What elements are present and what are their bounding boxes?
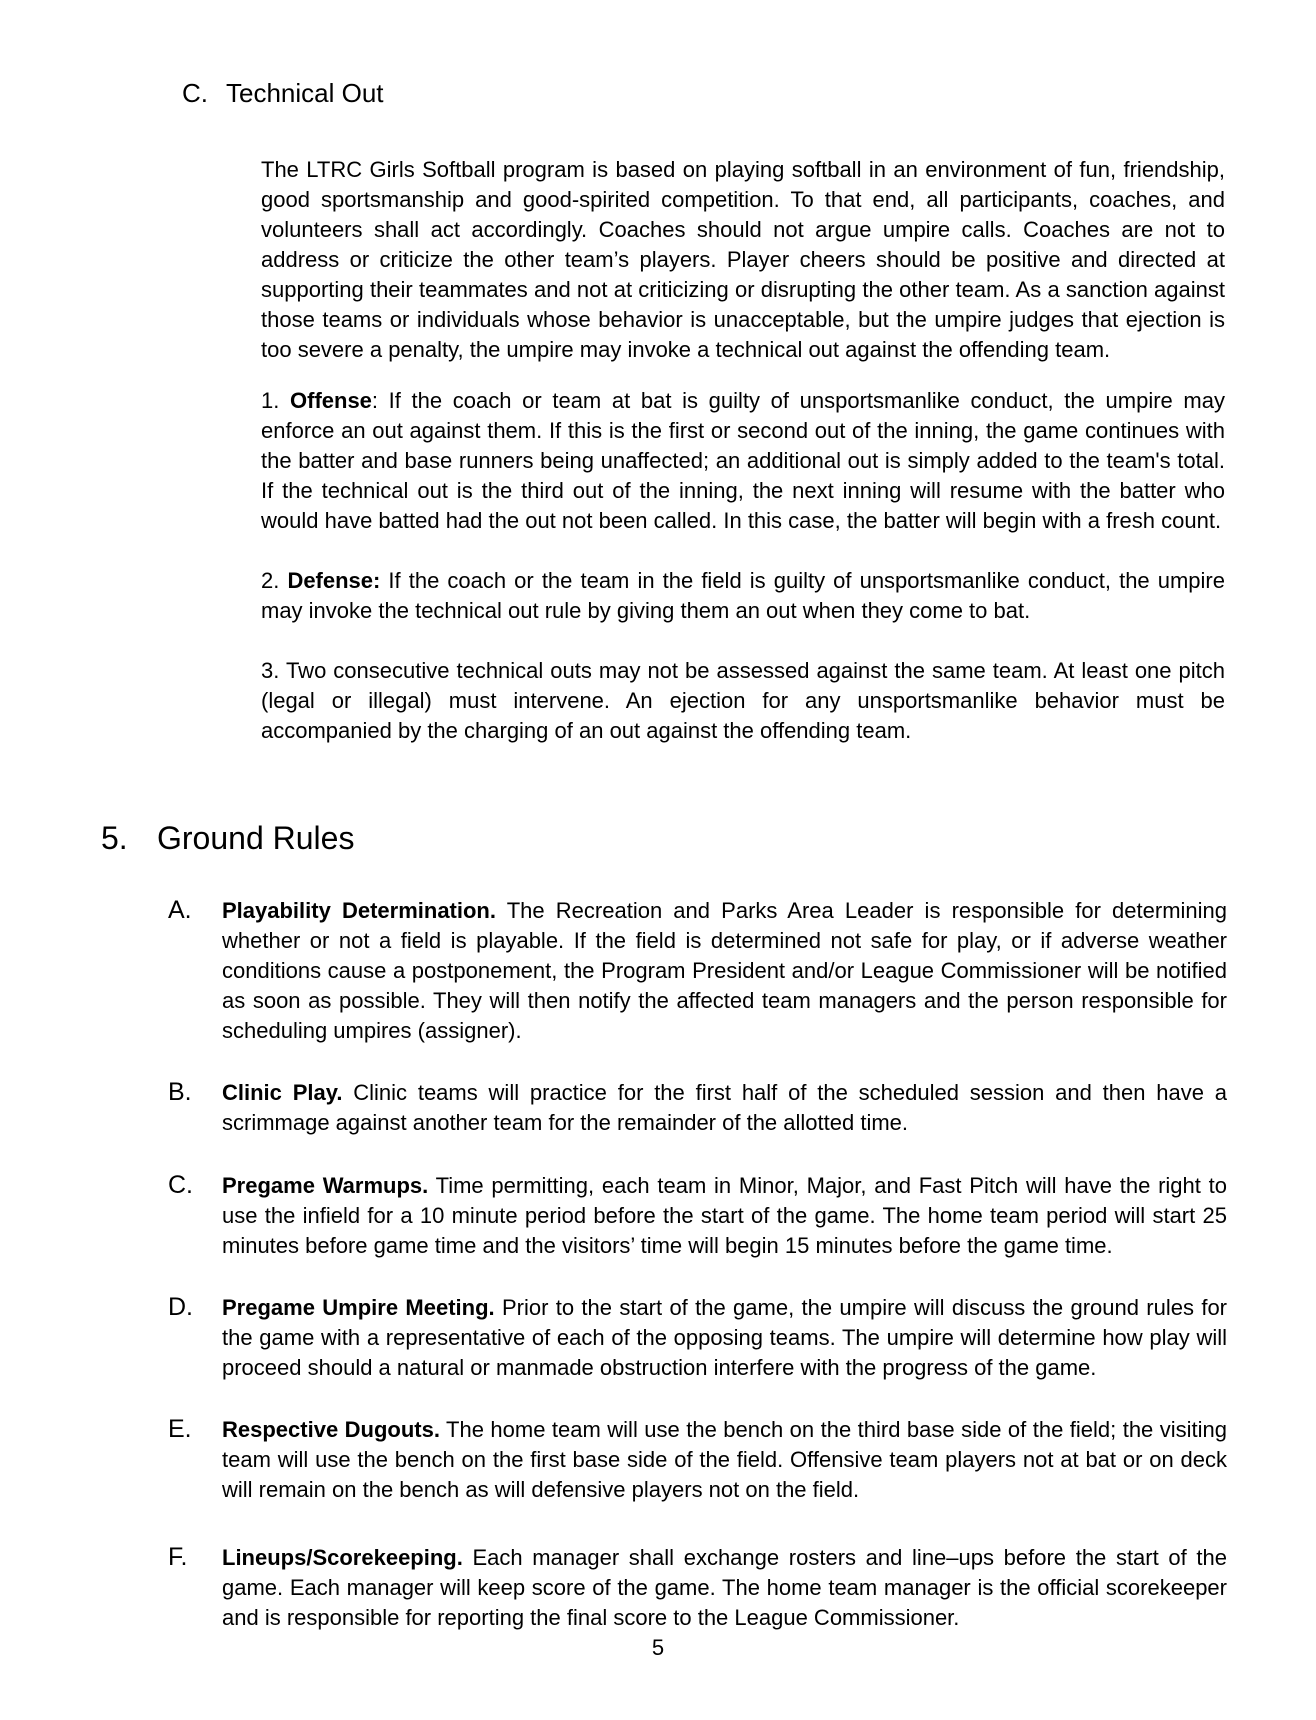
paragraph-text: Two consecutive technical outs may not be assessed against the same team. At least one pitch (legal or illegal) must intervene. An ejection for any unsportsmanlike behavior must be accompanied by the charging of an out against the offending team. bbox=[261, 658, 1225, 743]
run-in-heading: Pregame Umpire Meeting. bbox=[222, 1295, 495, 1320]
item-text: Clinic teams will practice for the first half of the scheduled session and then have a scrimmage against another team for the remainder of the allotted time. bbox=[222, 1080, 1227, 1135]
list-item-clinic-play bbox=[168, 1078, 1227, 1138]
run-in-heading: Clinic Play. bbox=[222, 1080, 343, 1105]
run-in-heading: Playability Determination. bbox=[222, 898, 496, 923]
numbered-paragraph-defense bbox=[261, 566, 1225, 626]
numbered-prefix: 1. bbox=[261, 388, 290, 413]
section-heading-technical-out bbox=[182, 78, 1316, 108]
item-text: The home team will use the bench on the third base side of the field; the visiting team will use the bench on the first base side of the field. Offensive team players not at bat or on deck will remain on the bench as will defensive players not on the field. bbox=[222, 1417, 1227, 1502]
section-letter: C. bbox=[182, 78, 208, 108]
item-text: Each manager shall exchange rosters and line–ups before the start of the game. Each manager will keep score of the game. The home team manager is the official scorekeeper and is responsible for reporting the final score to the League Commissioner. bbox=[222, 1545, 1227, 1630]
item-letter: E. bbox=[168, 1415, 192, 1443]
numbered-prefix: 2. bbox=[261, 568, 288, 593]
section-title: Ground Rules bbox=[157, 820, 355, 856]
numbered-paragraph-consecutive-outs bbox=[261, 656, 1225, 746]
item-letter: D. bbox=[168, 1293, 193, 1321]
list-item-pregame-umpire-meeting bbox=[168, 1293, 1228, 1383]
run-in-heading: Respective Dugouts. bbox=[222, 1417, 440, 1442]
run-in-heading: Lineups/Scorekeeping. bbox=[222, 1545, 463, 1570]
list-item-lineups-scorekeeping bbox=[168, 1543, 1227, 1633]
list-item-pregame-warmups bbox=[168, 1171, 1227, 1261]
item-text: The Recreation and Parks Area Leader is responsible for determining whether or not a field is playable. If the field is determined not safe for play, or if adverse weather conditions cause a postponement, the Program President and/or League Commissioner will be notified as soon as possible. They will then notify the affected team managers and the person responsible for scheduling umpires (assigner). bbox=[222, 898, 1227, 1043]
section-title: Technical Out bbox=[226, 78, 384, 108]
intro-paragraph: The LTRC Girls Softball program is based on playing softball in an environment of fun, friendship, good sportsmanship and good-spirited competition. To that end, all participants, coaches, and volunteers shall act accordingly. Coaches should not argue umpire calls. Coaches are not to address or criticize the other team’s players. Player cheers should be positive and directed at supporting their teammates and not at criticizing or disrupting the other team. As a sanction against those teams or individuals whose behavior is unacceptable, but the umpire judges that ejection is too severe a penalty, the umpire may invoke a technical out against the offending team. bbox=[261, 157, 1225, 362]
item-letter: A. bbox=[168, 896, 192, 924]
section-number: 5. bbox=[101, 820, 128, 856]
run-in-heading: Pregame Warmups. bbox=[222, 1173, 429, 1198]
item-letter: F. bbox=[168, 1543, 188, 1571]
item-text: Time permitting, each team in Minor, Major, and Fast Pitch will have the right to use the infield for a 10 minute period before the start of the game. The home team period will start 25 minutes before game time and the visitors’ time will begin 15 minutes before the game time. bbox=[222, 1173, 1227, 1258]
numbered-prefix: 3. bbox=[261, 658, 286, 683]
run-in-heading: Offense bbox=[290, 388, 372, 413]
paragraph-text: : If the coach or team at bat is guilty of unsportsmanlike conduct, the umpire may enforce an out against them. If this is the first or second out of the inning, the game continues with the batter and base runners being unaffected; an additional out is simply added to the team's total. If the technical out is the third out of the inning, the next inning will resume with the batter who would have batted had the out not been called. In this case, the batter will begin with a fresh count. bbox=[261, 388, 1225, 533]
list-item-playability-determination bbox=[168, 896, 1227, 1046]
item-text: Prior to the start of the game, the umpire will discuss the ground rules for the game with a representative of each of the opposing teams. The umpire will determine how play will proceed should a natural or manmade obstruction interfere with the progress of the game. bbox=[222, 1295, 1228, 1380]
paragraph-text: If the coach or the team in the field is guilty of unsportsmanlike conduct, the umpire may invoke the technical out rule by giving them an out when they come to bat. bbox=[261, 568, 1225, 623]
numbered-paragraph-offense bbox=[261, 386, 1225, 536]
list-item-respective-dugouts bbox=[168, 1415, 1227, 1505]
item-letter: B. bbox=[168, 1078, 192, 1106]
run-in-heading: Defense: bbox=[287, 568, 381, 593]
section-heading-ground-rules bbox=[101, 818, 1316, 858]
page-number: 5 bbox=[651, 1635, 665, 1660]
item-letter: C. bbox=[168, 1171, 193, 1199]
